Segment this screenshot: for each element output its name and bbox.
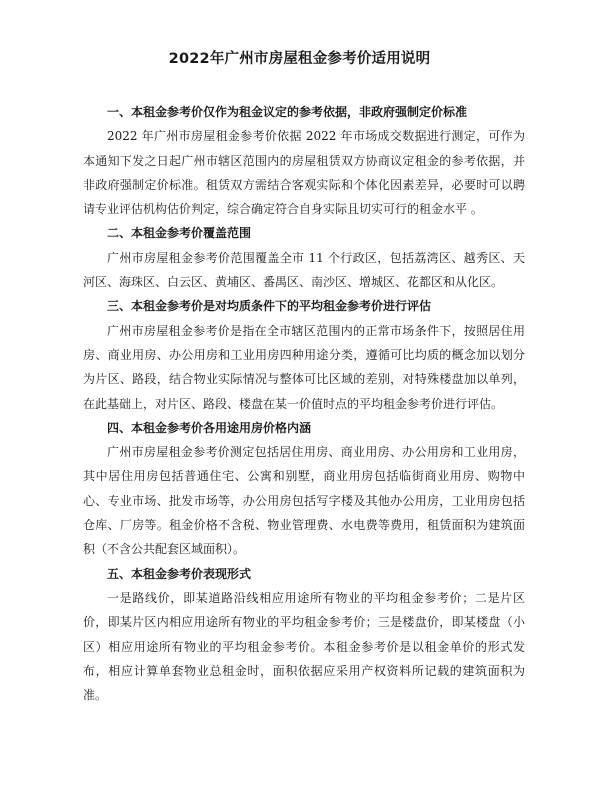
section-paragraph: 广州市房屋租金参考价测定包括居住用房、商业用房、办公用房和工业用房，其中居住用房包括普通住宅、公寓和别墅，商业用房包括临街商业用房、购物中心、专业市场、批发市场等，办公用房包括写字楼及其他办公用房，工业用房包括仓库、厂房等。租金价格不含税、物业管理费、水电费等费用，租赁面积为建筑面积（不含公共配套区域面积）。 (83, 445, 525, 557)
section-paragraph: 一是路线价，即某道路沿线相应用途所有物业的平均租金参考价；二是片区价，即某片区内相应用途所有物业的平均租金参考价；三是楼盘价，即某楼盘（小区）相应用途所有物业的平均租金参考价。本租金参考价是以租金单价的形式发布，相应计算单套物业总租金时，面积依据应采用产权资料所记载的建筑面积为准。 (83, 590, 525, 703)
section-paragraph: 广州市房屋租金参考价范围覆盖全市 11 个行政区，包括荔湾区、越秀区、天河区、海珠区、白云区、黄埔区、番禺区、南沙区、增城区、花都区和从化区。 (83, 250, 525, 290)
section-heading: 四、本租金参考价各用途用房价格内涵 (107, 420, 312, 435)
section-1 (83, 100, 525, 221)
section-heading: 一、本租金参考价仅作为租金议定的参考依据，非政府强制定价标准 (107, 105, 468, 119)
section-heading: 五、本租金参考价表现形式 (107, 566, 252, 581)
section-paragraph: 广州市房屋租金参考价是指在全市辖区范围内的正常市场条件下，按照居住用房、商业用房、办公用房和工业用房四种用途分类，遵循可比均质的概念加以划分为片区、路段，结合物业实际情况与整体可比区域的差别，对特殊楼盘加以单列，在此基础上，对片区、路段、楼盘在某一价值时点的平均租金参考价进行评估。 (83, 323, 525, 411)
section-paragraph: 2022 年广州市房屋租金参考价依据 2022 年市场成交数据进行测定，可作为本通知下发之日起广州市辖区范围内的房屋租赁双方协商议定租金的参考依据，并非政府强制定价标准。租赁双方需结合客观实际和个体化因素差异，必要时可以聘请专业评估机构估价判定，综合确定符合自身实际且切实可行的租金水平 。 (83, 129, 525, 217)
section-2 (83, 221, 525, 294)
section-heading: 三、本租金参考价是对均质条件下的平均租金参考价进行评估 (107, 299, 432, 314)
section-heading: 二、本租金参考价覆盖范围 (107, 226, 252, 241)
section-3 (83, 294, 525, 415)
section-5 (83, 562, 525, 708)
document-body (83, 100, 525, 707)
section-4 (83, 416, 525, 562)
document-title: 2022年广州市房屋租金参考价适用说明 (168, 51, 431, 67)
